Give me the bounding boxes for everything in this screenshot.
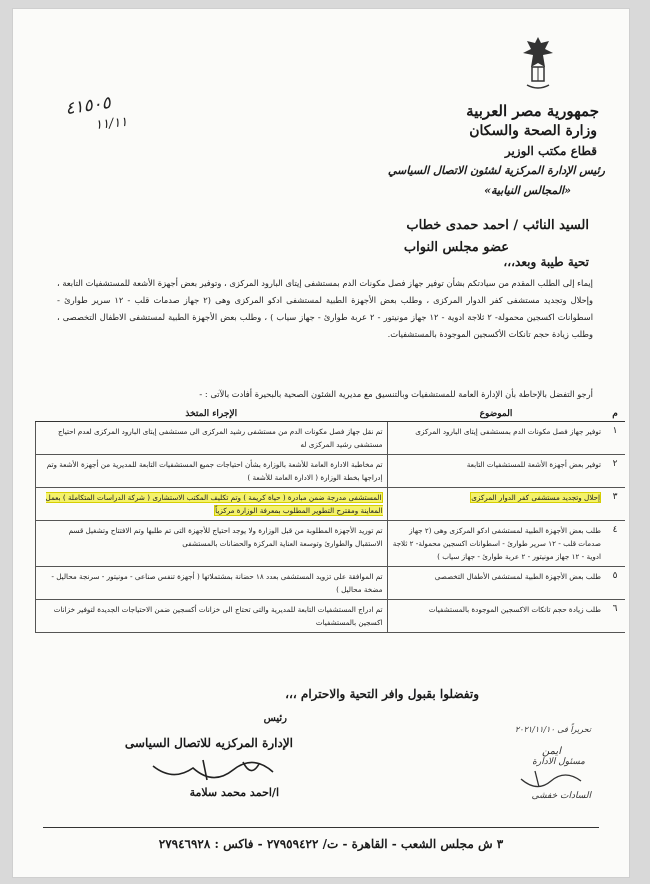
actions-table xyxy=(35,407,625,633)
row-subject: طلب زيادة حجم تانكات الاكسجين الموجودة بالمستشفيات xyxy=(387,600,605,633)
table-row xyxy=(36,600,626,633)
row-subject: توفير بعض أجهزة الأشعة للمستشفيات التابعة xyxy=(387,455,605,488)
row-action: تم توريد الأجهزة المطلوبة من قبل الوزارة ولا يوجد احتياج للأجهزة التى تم طلبها وتم الافتتاح وتشغيل قسم الاستقبال والطوارئ وتوسعة العناية المركزة والحضانات بالمستشفى xyxy=(36,521,388,567)
row-num: ١ xyxy=(605,422,625,455)
country-name: جمهورية مصر العربية xyxy=(466,102,599,120)
handwritten-signature-icon xyxy=(133,752,293,786)
table-row xyxy=(36,521,626,567)
signer-name: ا/احمد محمد سلامة xyxy=(189,786,279,799)
greeting: تحية طيبة وبعد،،، xyxy=(503,255,589,269)
document-page xyxy=(12,8,630,878)
addressee xyxy=(189,215,589,259)
request-line: أرجو التفضل بالإحاطة بأن الإدارة العامة للمستشفيات وبالتنسيق مع مديرية الشئون الصحية بالبحيرة أفادت بالآتى : - xyxy=(199,389,593,399)
signer-role: رئيس xyxy=(263,713,287,724)
addressee-title: عضو مجلس النواب xyxy=(403,240,509,255)
signature-block-reviewer xyxy=(481,725,591,801)
col-header-action: الإجراء المتخذ xyxy=(36,407,388,422)
row-subject-cell xyxy=(387,488,605,521)
row-action: تم نقل جهاز فصل مكونات الدم من مستشفى رشيد المركزى الى مستشفى إيتاى البارود المركزى لعدم احتياج مستشفى رشيد المركزى له xyxy=(36,422,388,455)
row-action: تم ادراج المستشفيات التابعة للمديرية والتى تحتاج الى خزانات أكسجين ضمن الاحتياجات الجديدة لتوفير خزانات اكسجين بالمستشفيات xyxy=(36,600,388,633)
reviewer-role: ايمن xyxy=(542,746,561,757)
reviewer-dept: مسئول الادارة xyxy=(532,757,585,767)
table-row xyxy=(36,455,626,488)
closing-line: وتفضلوا بقبول وافر التحية والاحترام ،،، xyxy=(285,687,479,701)
row-subject: طلب بعض الأجهزة الطبية لمستشفى ادكو المركزى وهى (٢ جهاز صدمات قلب - ١٢ سرير طوارئ - اسطوانات اكسجين محمولة- ٢ ثلاجة ادوية - ١٢ جهاز مونيتور - ٢ عربة طوارئ - جهاز سياب ) xyxy=(387,521,605,567)
table-row xyxy=(36,422,626,455)
highlighted-action: المستشفى مدرجة ضمن مبادرة ( حياة كريمة ) وتم تكليف المكتب الاستشارى ( شركة الدراسات المتكاملة ) بعمل المعاينة ومقترح التطوير المطلوب بمعرفة الوزارة مركزياً xyxy=(45,493,383,515)
row-action: تم مخاطبة الادارة العامة للأشعة بالوزارة بشأن احتياجات جميع المستشفيات التابعة للمديرية من أجهزة الأشعة وتم إدراجها بخطة الوزارة ( الادارة العامة للأشعة ) xyxy=(36,455,388,488)
footer-address: ٣ ش مجلس الشعب - القاهرة - ت/ ٢٧٩٥٩٤٢٢ - فاكس : ٢٧٩٤٦٩٢٨ xyxy=(158,837,504,851)
ministry-name: وزارة الصحة والسكان xyxy=(469,123,597,139)
footer-divider xyxy=(43,827,599,828)
row-subject: طلب بعض الأجهزة الطبية لمستشفى الأطفال التخصصى xyxy=(387,567,605,600)
signer-org: الإدارة المركزيه للاتصال السياسى xyxy=(124,736,293,750)
row-action: تم الموافقة على تزويد المستشفى بعدد ١٨ حضانة بمشتملاتها ( أجهزة تنفس صناعى - مونيتور - سرنجة محاليل - مضخة محاليل ) xyxy=(36,567,388,600)
department-name: رئيس الإدارة المركزية لشئون الاتصال السياسي xyxy=(387,164,605,177)
row-subject: توفير جهاز فصل مكونات الدم بمستشفى إيتاى البارود المركزى xyxy=(387,422,605,455)
table-row xyxy=(36,488,626,521)
handwritten-reference xyxy=(64,93,155,134)
col-header-num: م xyxy=(605,407,625,422)
body-paragraph: إيماء إلى الطلب المقدم من سيادتكم بشأن توفير جهاز فصل مكونات الدم بمستشفى إيتاى البارود المركزى ، وتوفير بعض أجهزة الأشعة للمستشفيات التابعة ، وإحلال وتجديد مستشفى كفر الدوار المركزى ، وطلب بعض الأجهزة الطبية لمستشفى ادكو المركزى وهى (٢ جهاز صدمات قلب - ١٢ سرير طوارئ - اسطوانات اكسجين محمولة- ٢ ثلاجة ادوية - ١٢ جهاز مونيتور - ٢ عربة طوارئ - جهاز سياب ) ، وطلب بعض الأجهزة الطبية لمستشفى الاطفال التخصصى ، وطلب زيادة حجم تانكات الأكسجين الموجودة بالمستشفيات. xyxy=(57,278,593,339)
sector-name: قطاع مكتب الوزير xyxy=(504,144,597,158)
reference-date: ١١/١١ xyxy=(94,114,129,134)
row-num: ٥ xyxy=(605,567,625,600)
table-row xyxy=(36,567,626,600)
highlighted-subject: إحلال وتجديد مستشفى كفر الدوار المركزى xyxy=(471,493,600,502)
row-num: ٤ xyxy=(605,521,625,567)
row-num: ٣ xyxy=(605,488,625,521)
row-num: ٦ xyxy=(605,600,625,633)
division-name: «المجالس النيابية» xyxy=(484,184,571,197)
reference-number: ٤١٥٠٥ xyxy=(64,93,113,120)
reviewer-name: السادات خفشى xyxy=(531,791,591,801)
row-num: ٢ xyxy=(605,455,625,488)
signature-block-main xyxy=(73,713,293,799)
letterhead xyxy=(295,35,605,201)
row-action-cell xyxy=(36,488,388,521)
col-header-subject: الموضوع xyxy=(387,407,605,422)
addressee-name: السيد النائب / احمد حمدى خطاب xyxy=(406,218,589,233)
handwritten-initials-icon xyxy=(501,767,591,791)
issue-date: تحريراً فى ٢٠٢١/١١/١٠ xyxy=(514,725,591,734)
